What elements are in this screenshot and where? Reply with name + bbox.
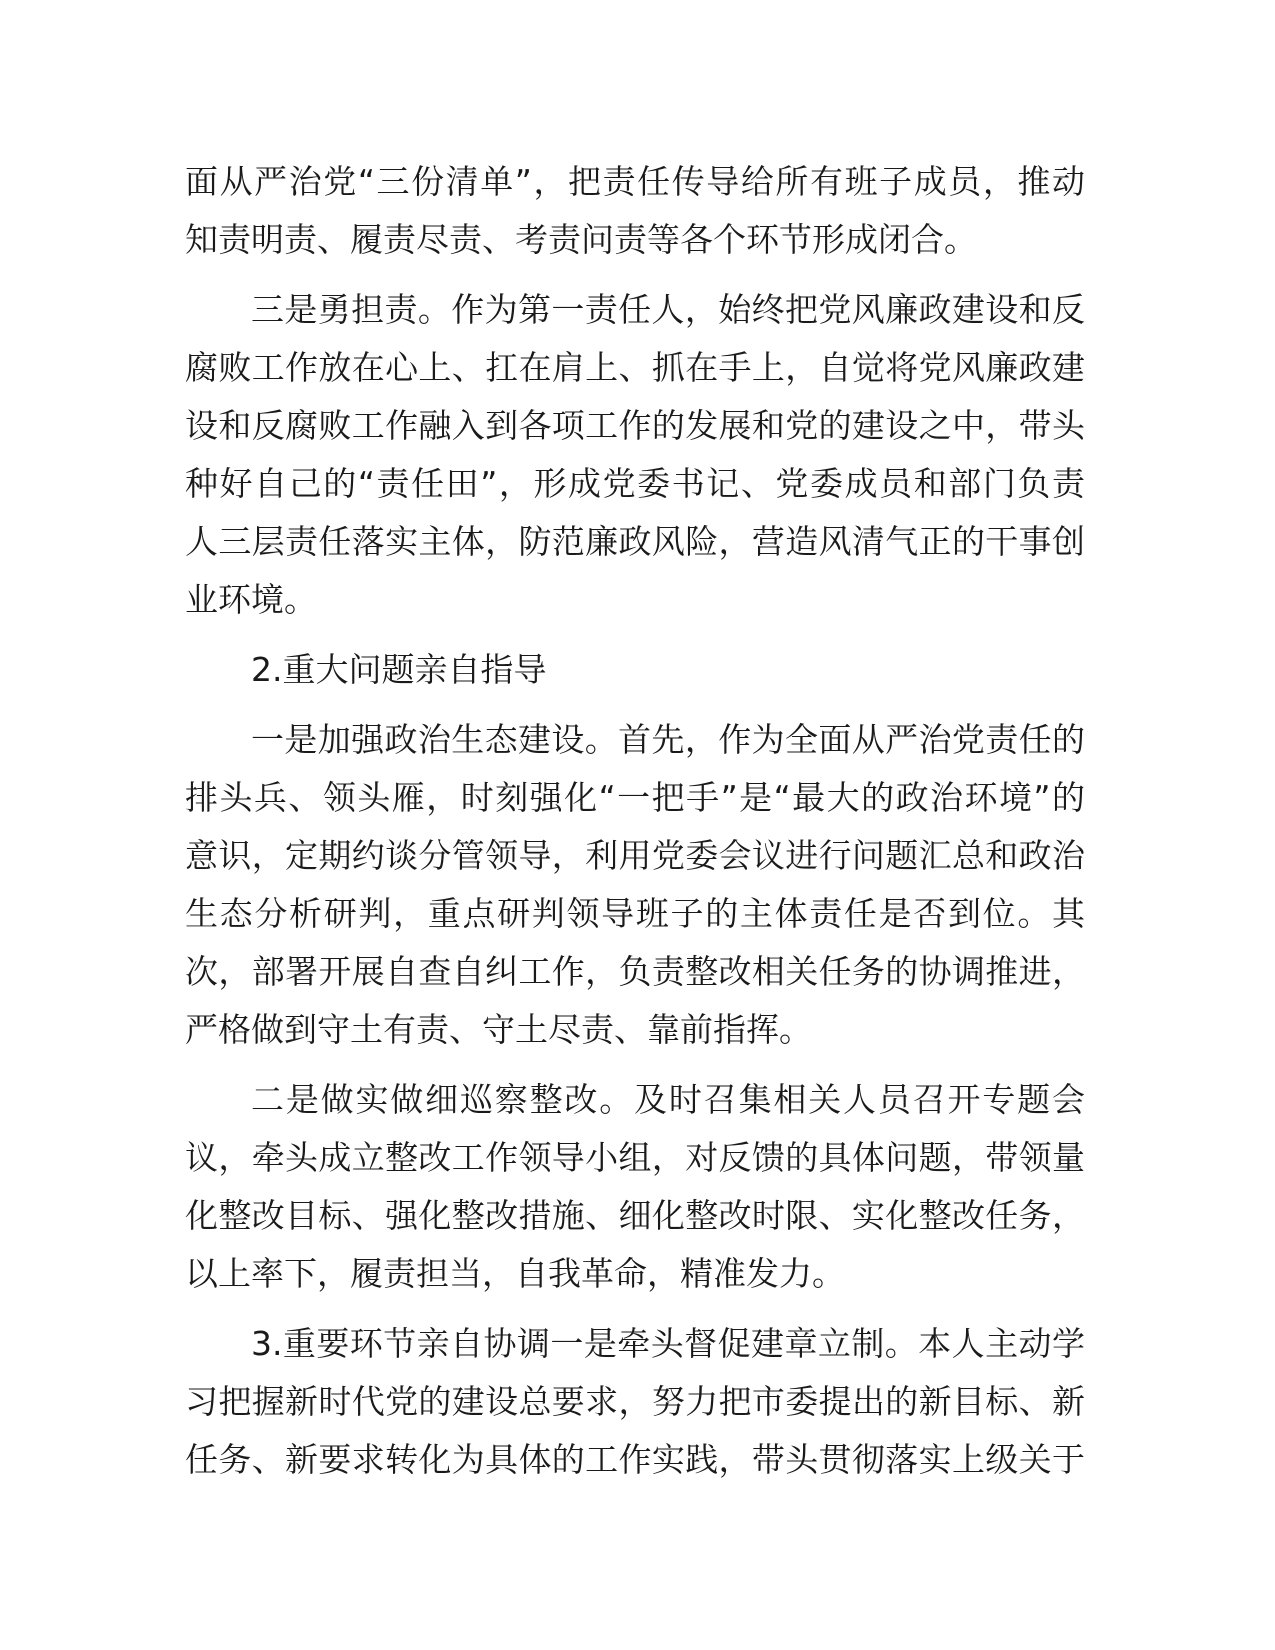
text-line: 排头兵、领头雁，时刻强化“一把手”是“最大的政治环境”的: [185, 778, 1085, 817]
paragraph: [185, 641, 1085, 699]
paragraph-gap: [185, 1059, 1085, 1071]
text-line: 议，牵头成立整改工作领导小组，对反馈的具体问题，带领量: [185, 1138, 1085, 1177]
text-line: 一是加强政治生态建设。首先，作为全面从严治党责任的: [251, 720, 1085, 759]
text-line: 次，部署开展自查自纠工作，负责整改相关任务的协调推进，: [185, 952, 1085, 991]
paragraph-gap: [185, 699, 1085, 711]
text-line: 设和反腐败工作融入到各项工作的发展和党的建设之中，带头: [185, 406, 1085, 445]
text-line: 以上率下，履责担当，自我革命，精准发力。: [185, 1254, 845, 1293]
paragraph-gap: [185, 1303, 1085, 1315]
text-line: 3.重要环节亲自协调一是牵头督促建章立制。本人主动学: [251, 1324, 1085, 1363]
paragraph-gap: [185, 629, 1085, 641]
text-line: 人三层责任落实主体，防范廉政风险，营造风清气正的干事创: [185, 522, 1085, 561]
paragraph: [185, 711, 1085, 1059]
text-line: 种好自己的“责任田”，形成党委书记、党委成员和部门负责: [185, 464, 1085, 503]
text-line: 2.重大问题亲自指导: [251, 650, 547, 689]
text-line: 任务、新要求转化为具体的工作实践，带头贯彻落实上级关于: [185, 1440, 1085, 1479]
paragraph-gap: [185, 269, 1085, 281]
paragraph: [185, 153, 1085, 269]
paragraph: [185, 1071, 1085, 1303]
text-line: 业环境。: [185, 580, 317, 619]
text-line: 二是做实做细巡察整改。及时召集相关人员召开专题会: [251, 1080, 1085, 1119]
text-line: 三是勇担责。作为第一责任人，始终把党风廉政建设和反: [251, 290, 1085, 329]
text-line: 严格做到守土有责、守土尽责、靠前指挥。: [185, 1010, 812, 1049]
paragraph: [185, 281, 1085, 629]
paragraph: [185, 1315, 1085, 1489]
text-line: 意识，定期约谈分管领导，利用党委会议进行问题汇总和政治: [185, 836, 1085, 875]
text-line: 化整改目标、强化整改措施、细化整改时限、实化整改任务，: [185, 1196, 1085, 1235]
text-line: 习把握新时代党的建设总要求，努力把市委提出的新目标、新: [185, 1382, 1085, 1421]
text-line: 面从严治党“三份清单”，把责任传导给所有班子成员，推动: [185, 162, 1085, 201]
text-line: 腐败工作放在心上、扛在肩上、抓在手上，自觉将党风廉政建: [185, 348, 1085, 387]
text-line: 生态分析研判，重点研判领导班子的主体责任是否到位。其: [185, 894, 1085, 933]
text-line: 知责明责、履责尽责、考责问责等各个环节形成闭合。: [185, 220, 977, 259]
document-body: [185, 153, 1085, 1489]
